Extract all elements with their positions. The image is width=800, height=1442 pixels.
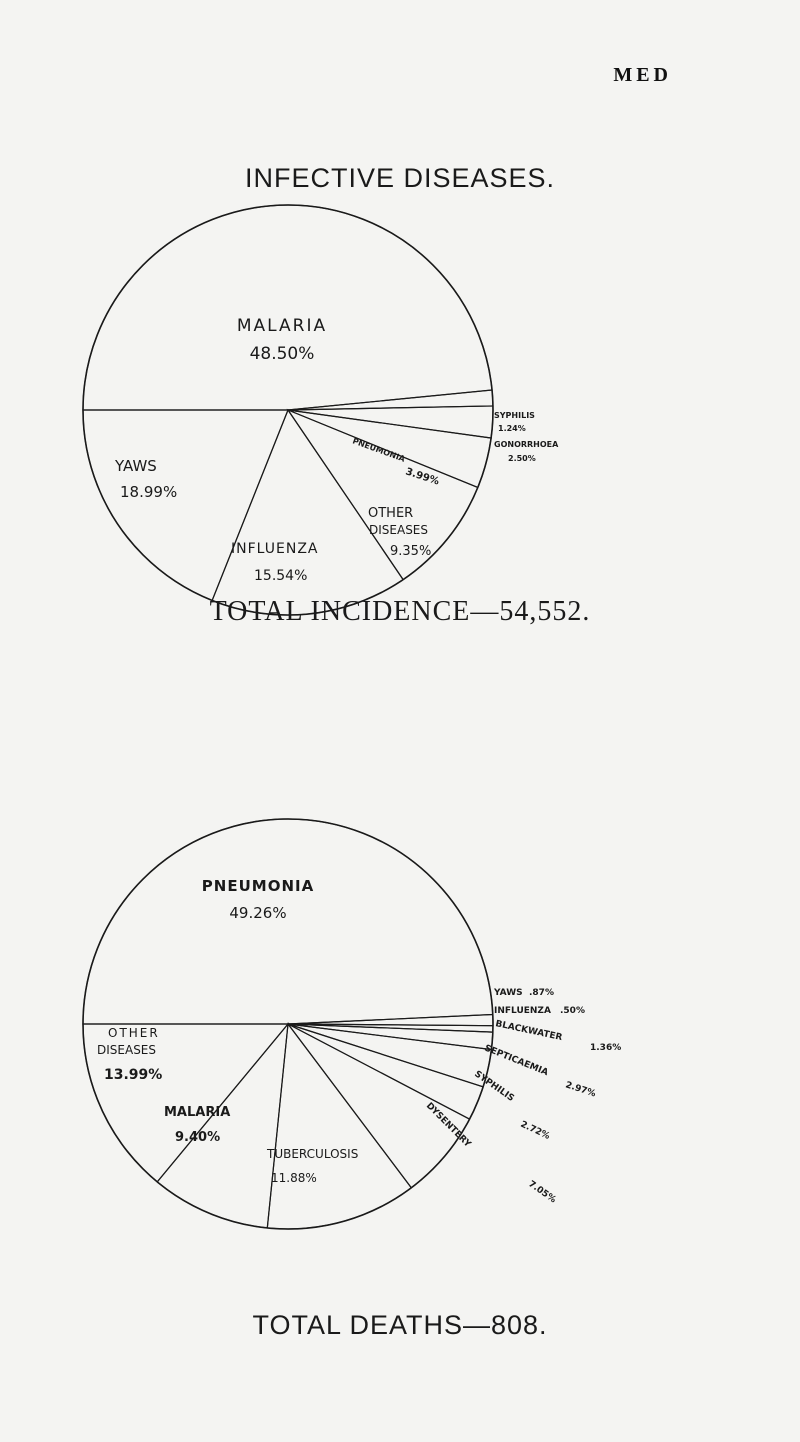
slice-label-dysentery-name: DYSENTERY xyxy=(423,1101,473,1150)
slice-label-blackwater-value: 1.36% xyxy=(590,1043,622,1053)
slice-label-yaws-name: YAWS xyxy=(115,457,157,475)
slice-label-influenza-name: INFLUENZA xyxy=(494,1006,551,1016)
slice-label-yaws-value: .87% xyxy=(529,988,554,998)
deaths-total-label: TOTAL DEATHS—808. xyxy=(252,1310,548,1340)
chart-title: INFECTIVE DISEASES. xyxy=(244,163,556,193)
slice-label-pneumonia-value: 49.26% xyxy=(229,904,287,922)
slice-label-syphilis-name: SYPHILIS xyxy=(472,1069,516,1104)
slice-label-septicaemia-name: SEPTICAEMIA xyxy=(482,1043,550,1079)
slice-label-other-diseases-name-2: DISEASES xyxy=(369,523,429,537)
slice-label-malaria-name: MALARIA xyxy=(164,1105,231,1120)
slice-label-gonorrhoea-value: 2.50% xyxy=(508,454,536,463)
slice-label-tuberculosis-name: TUBERCULOSIS xyxy=(267,1147,359,1161)
pie-slice-syphilis xyxy=(288,1024,483,1119)
slice-label-yaws-name: YAWS xyxy=(494,988,523,998)
pie-slice-tuberculosis xyxy=(267,1024,411,1229)
slice-label-septicaemia-value: 2.97% xyxy=(564,1080,597,1100)
incidence-total-label: TOTAL INCIDENCE—54,552. xyxy=(209,596,591,627)
slice-label-pneumonia-name: PNEUMONIA xyxy=(201,877,315,895)
pie-slice-dysentery xyxy=(288,1024,470,1188)
pie-slice-pneumonia xyxy=(83,819,493,1024)
slice-label-other-diseases-name-2: DISEASES xyxy=(97,1043,157,1057)
slice-label-blackwater-name: BLACKWATER xyxy=(494,1019,564,1044)
slice-label-pneumonia-value: 3.99% xyxy=(404,466,441,488)
slice-label-other-diseases-value: 9.35% xyxy=(390,544,432,559)
corner-label: MED xyxy=(613,64,672,86)
slice-label-influenza-name: INFLUENZA xyxy=(231,541,319,557)
slice-label-other-diseases-name-1: OTHER xyxy=(108,1026,160,1040)
slice-label-tuberculosis-value: 11.88% xyxy=(271,1171,317,1185)
slice-label-malaria-name: MALARIA xyxy=(236,316,328,336)
slice-label-dysentery-value: 7.05% xyxy=(526,1179,558,1206)
pie-slice-malaria xyxy=(157,1024,288,1228)
slice-label-influenza-value: 15.54% xyxy=(254,568,308,584)
slice-label-malaria-value: 48.50% xyxy=(249,344,315,364)
slice-label-yaws-value: 18.99% xyxy=(120,483,178,501)
slice-label-gonorrhoea-name: GONORRHOEA xyxy=(494,440,559,449)
slice-label-other-diseases-name-1: OTHER xyxy=(368,506,414,521)
slice-label-pneumonia-name: PNEUMONIA xyxy=(351,436,407,464)
slice-label-syphilis-name: SYPHILIS xyxy=(494,411,535,420)
slice-label-malaria-value: 9.40% xyxy=(175,1130,221,1145)
slice-label-syphilis-value: 2.72% xyxy=(518,1119,552,1142)
slice-label-other-diseases-value: 13.99% xyxy=(104,1067,163,1083)
slice-label-syphilis-value: 1.24% xyxy=(498,424,526,433)
slice-label-influenza-value: .50% xyxy=(560,1006,585,1016)
